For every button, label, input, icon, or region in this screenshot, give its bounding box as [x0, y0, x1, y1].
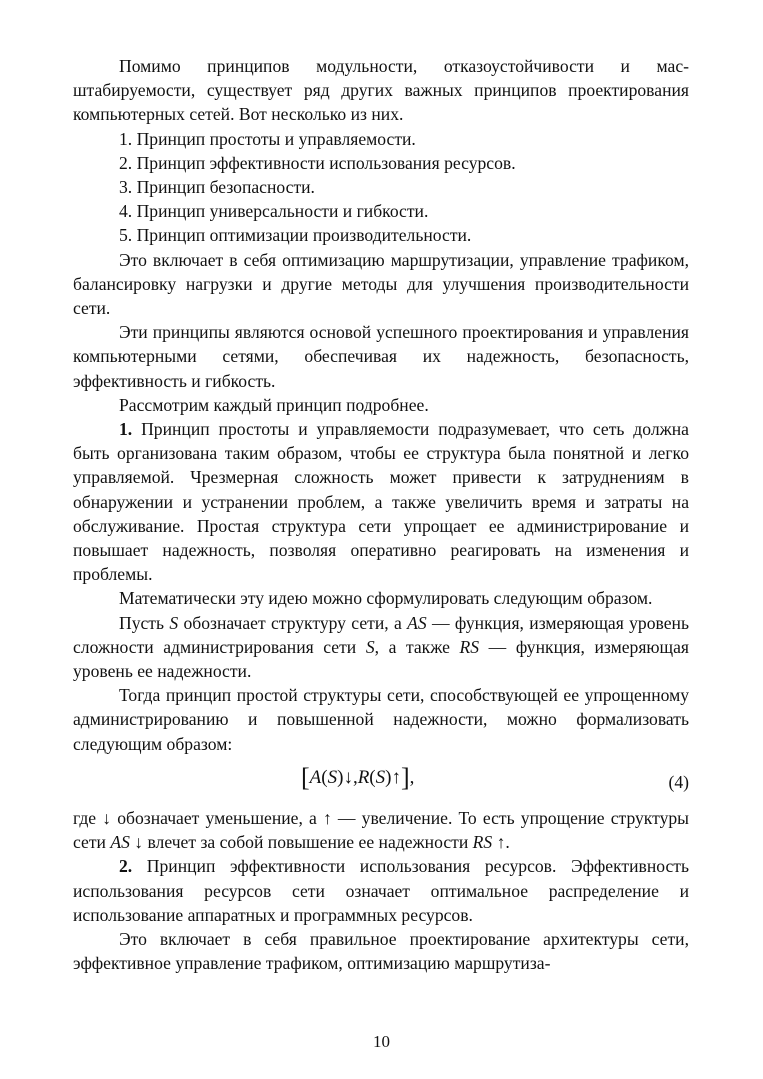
principle-list-item-2: 2. Принцип эффективности использования ресурсов.: [119, 152, 516, 173]
formula: [301, 762, 415, 792]
function-a: A: [309, 766, 322, 788]
explanation-text: где ↓ обозначает уменьшение, а ↑ — увеличение. То есть упрощение структуры сети: [73, 807, 689, 853]
arrows-explanation-paragraph: [73, 806, 689, 854]
page-number: 10: [373, 1032, 390, 1051]
symbol-as: AS: [110, 832, 130, 853]
principles-basis-paragraph: Эти принципы являются основой успешного проектирования и управления компьютерными сетями, обеспечивая их надежность, безопасность, эффективность и гибкость.: [73, 322, 689, 391]
formalize-paragraph: Тогда принцип простой структуры сети, способствующей ее упрощенному администрированию и повышенной надежности, можно формализовать следующим образом:: [73, 685, 689, 754]
down-arrow: ↓,: [343, 766, 358, 788]
definition-text: — функция, измеряющая уровень сложности администрирования сети: [73, 612, 689, 657]
paren: (: [321, 766, 328, 788]
principle-list-item-1: 1. Принцип простоты и управляемости.: [119, 128, 416, 149]
principle-1-paragraph: [73, 417, 689, 586]
symbol-s: S: [169, 612, 179, 633]
argument-s: S: [327, 766, 338, 788]
paren: ): [337, 766, 344, 788]
formula-comma: ,: [409, 766, 415, 788]
bracket-close: ]: [400, 762, 410, 792]
definition-text: обозначает структуру сети, а: [178, 612, 408, 633]
symbol-rs: RS: [472, 832, 493, 853]
principle-1-number: 1.: [119, 419, 133, 440]
intro-paragraph: Помимо принципов модульности, отказоустойчивости и масштабируемости, существует ряд других важных принципов проектирования компьютерных сетей. Вот несколько из них.: [73, 56, 689, 125]
page-body: [73, 54, 689, 975]
symbol-as: AS: [407, 612, 427, 633]
equation-4: [73, 762, 689, 802]
definition-text: — функция, измеряющая уровень ее надежности.: [73, 636, 690, 682]
principle-2-number: 2.: [119, 856, 133, 877]
explanation-text: ↓ влечет за собой повышение ее надежности: [129, 832, 473, 853]
math-intro-paragraph: Математически эту идею можно сформулировать следующим образом.: [119, 588, 653, 609]
principle-2-paragraph: [73, 854, 689, 927]
argument-s: S: [375, 766, 386, 788]
principle-list-item-5: 5. Принцип оптимизации производительности.: [119, 225, 472, 246]
principle-1-text: Принцип простоты и управляемости подразумевает, что сеть должна быть организована таким образом, чтобы ее структура была понятной и легко управляемой. Чрезмерная сложность может привести к затруднениям в обнаружении и устранении проблем, а также увеличить время и затраты на обслуживание. Простая структура сети упрощает ее администрирование и повышает надежность, позволяя оперативно реагировать на изменения и проблемы.: [73, 419, 689, 585]
function-r: R: [357, 766, 370, 788]
explanation-text: ↑.: [492, 832, 510, 853]
principle-list-item-3: 3. Принцип безопасности.: [119, 177, 315, 198]
paren: (: [369, 766, 376, 788]
symbol-s: S: [365, 636, 375, 657]
definition-paragraph: [73, 611, 689, 684]
consider-paragraph: Рассмотрим каждый принцип подробнее.: [119, 394, 429, 415]
definition-text: , а также: [374, 636, 460, 657]
definition-text: Пусть: [119, 612, 170, 633]
principle-2-text: Принцип эффективности использования ресурсов. Эффективность использования ресурсов сети означает оптимальное распределение и использование аппаратных и программных ресурсов.: [73, 856, 689, 925]
up-arrow: ↑: [391, 766, 401, 788]
symbol-rs: RS: [459, 636, 480, 657]
principle-list-item-4: 4. Принцип универсальности и гибкости.: [119, 201, 429, 222]
optimization-paragraph: Это включает в себя оптимизацию маршрутизации, управление трафиком, балансировку нагрузки и другие методы для улучшения производительности сети.: [73, 249, 689, 319]
bracket-open: [: [301, 762, 310, 792]
paren: ): [385, 766, 392, 788]
equation-number: (4): [668, 771, 689, 792]
architecture-paragraph: Это включает в себя правильное проектирование архитектуры сети, эффективное управление трафиком, оптимизацию маршрутиза-: [73, 928, 689, 974]
